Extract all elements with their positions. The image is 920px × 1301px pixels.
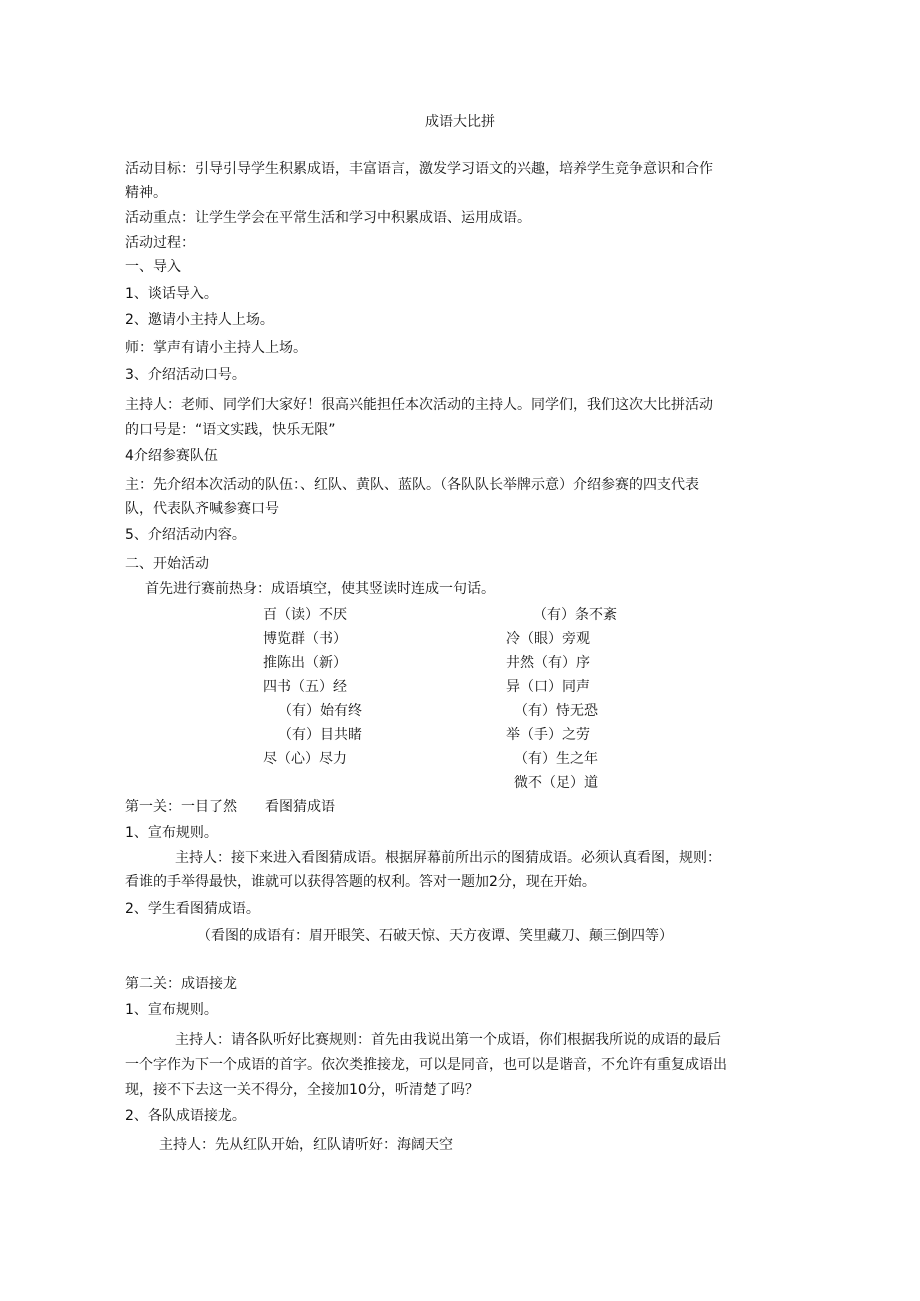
round-2-step-2: 2、各队成语接龙。 <box>125 1108 246 1124</box>
teacher-line: 师：掌声有请小主持人上场。 <box>125 340 307 356</box>
host-line-1a: 主持人：老师、同学们大家好！很高兴能担任本次活动的主持人。同学们，我们这次大比拼活动 <box>125 397 713 413</box>
step-1-3: 3、介绍活动口号。 <box>125 367 246 383</box>
step-1-4: 4介绍参赛队伍 <box>125 448 218 464</box>
idiom-left: 四书（五）经 <box>263 679 347 695</box>
idiom-left: 百（读）不厌 <box>263 607 347 623</box>
goal-line-2: 精神。 <box>125 185 167 201</box>
round-2-heading: 第二关：成语接龙 <box>125 976 237 992</box>
goal-line-1: 活动目标：引导引导学生积累成语，丰富语言，激发学习语文的兴趣，培养学生竞争意识和合作 <box>125 161 713 177</box>
round-1-note: （看图的成语有：眉开眼笑、石破天惊、天方夜谭、笑里藏刀、颠三倒四等） <box>197 928 673 944</box>
round-2-host-b: 一个字作为下一个成语的首字。依次类推接龙，可以是同音，也可以是谐音，不允许有重复成语出 <box>125 1057 727 1073</box>
idiom-right: 举（手）之劳 <box>506 727 590 743</box>
host-line-1b: 的口号是：“语文实践，快乐无限” <box>125 422 336 438</box>
idiom-right: 冷（眼）旁观 <box>506 631 590 647</box>
idiom-right: 异（口）同声 <box>506 679 590 695</box>
idiom-left: （有）始有终 <box>278 703 362 719</box>
warmup-line: 首先进行赛前热身：成语填空，使其竖读时连成一句话。 <box>145 581 495 597</box>
idiom-right: （有）条不紊 <box>533 607 617 623</box>
idiom-left: 尽（心）尽力 <box>263 751 347 767</box>
round-2-step-1: 1、宣布规则。 <box>125 1002 218 1018</box>
idiom-left: 博览群（书） <box>263 631 347 647</box>
document-title: 成语大比拼 <box>425 114 495 130</box>
focus-line: 活动重点：让学生学会在平常生活和学习中积累成语、运用成语。 <box>125 210 531 226</box>
idiom-left: 推陈出（新） <box>263 655 347 671</box>
round-2-host-c: 现，接不下去这一关不得分，全接加10分，听清楚了吗？ <box>125 1082 479 1098</box>
section-2-heading: 二、开始活动 <box>125 556 209 572</box>
round-1-host-a: 主持人：接下来进入看图猜成语。根据屏幕前所出示的图猜成语。必须认真看图，规则： <box>175 850 721 866</box>
section-1-heading: 一、导入 <box>125 259 181 275</box>
idiom-right: （有）恃无恐 <box>514 703 598 719</box>
host-line-2b: 队，代表队齐喊参赛口号 <box>125 501 279 517</box>
round-1-step-2: 2、学生看图猜成语。 <box>125 901 260 917</box>
round-1-heading: 第一关：一目了然 看图猜成语 <box>125 799 335 815</box>
round-1-host-b: 看谁的手举得最快，谁就可以获得答题的权利。答对一题加2分，现在开始。 <box>125 874 596 890</box>
step-1-2: 2、邀请小主持人上场。 <box>125 312 274 328</box>
idiom-right: 井然（有）序 <box>506 655 590 671</box>
process-heading: 活动过程： <box>125 235 195 251</box>
idiom-right: （有）生之年 <box>514 751 598 767</box>
idiom-left: （有）目共睹 <box>278 727 362 743</box>
idiom-right: 微不（足）道 <box>514 775 598 791</box>
round-2-host-a: 主持人：请各队听好比赛规则：首先由我说出第一个成语，你们根据我所说的成语的最后 <box>175 1032 721 1048</box>
round-2-host-d: 主持人：先从红队开始，红队请听好：海阔天空 <box>159 1137 453 1153</box>
round-1-step-1: 1、宣布规则。 <box>125 825 218 841</box>
step-1-5: 5、介绍活动内容。 <box>125 527 246 543</box>
step-1-1: 1、谈话导入。 <box>125 286 218 302</box>
host-line-2a: 主：先介绍本次活动的队伍：、红队、黄队、蓝队。（各队队长举牌示意）介绍参赛的四支代表 <box>125 477 699 493</box>
